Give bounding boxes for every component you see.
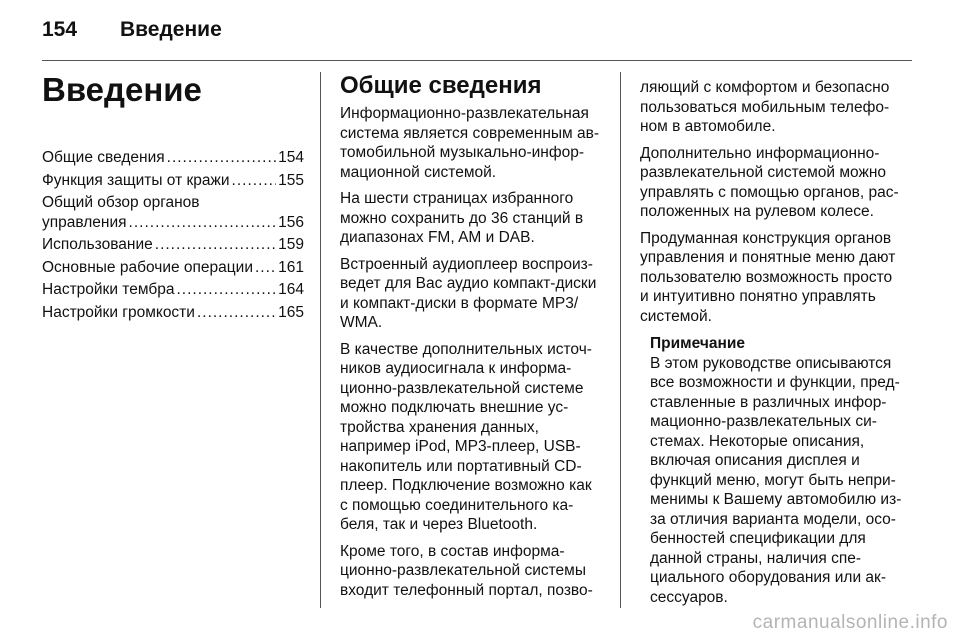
toc-item-usage[interactable] (42, 235, 304, 255)
toc-label: Функция защиты от кражи (42, 171, 230, 189)
column-divider-1 (320, 72, 321, 608)
note-title: Примечание (650, 335, 745, 352)
column-divider-2 (620, 72, 621, 608)
toc-item-theft-protection[interactable] (42, 171, 304, 191)
note-text: В этом руководстве описываются все возможности и функции, пред- ставленные в различных инфор- мационно-развлекательных си- стемах. Некоторые описания, включая описания дисплея и функций меню, могут быть непри- менимы к Вашему автомобилю из- за отличия варианта модели, осо- бенностей спецификации для данной страны, наличия спе- циального оборудования или ак- сессуаров. (650, 354, 902, 606)
toc-label: управления (42, 213, 127, 231)
watermark: carmanualsonline.info (752, 612, 948, 633)
toc-page: 161 (278, 258, 304, 276)
paragraph: В качестве дополнительных источ- ников аудиосигнала к информа- ционно-развлекательной системе можно подключать внешние ус- тройства хранения данных, например iPod, MP3-плеер, USB- накопитель или портативный CD- плеер. Подключение возможно как с помощью соединительного ка- беля, так и через Bluetooth. (340, 340, 592, 533)
paragraph: Встроенный аудиоплеер воспроиз- ведет для Вас аудио компакт-диски и компакт-диски в формате MP3/ WMA. (340, 255, 597, 331)
body-column-2 (640, 78, 910, 607)
toc-label: Настройки громкости (42, 303, 195, 321)
toc-item-controls-overview[interactable] (42, 193, 304, 232)
toc-page: 156 (278, 213, 304, 231)
chapter-title: Введение (42, 71, 202, 108)
toc-label: Общие сведения (42, 149, 165, 166)
toc-page: 165 (278, 303, 304, 321)
table-of-contents (42, 148, 304, 322)
toc-column (42, 70, 304, 325)
paragraph: На шести страницах избранного можно сохранить до 36 станций в диапазонах FM, AM и DAB. (340, 190, 584, 246)
toc-label-line1: Общий обзор органов (42, 194, 200, 211)
running-title: Введение (120, 18, 222, 41)
toc-item-general[interactable] (42, 148, 304, 168)
toc-page: 164 (278, 281, 304, 298)
paragraph: ляющий с комфортом и безопасно пользоваться мобильным телефо- ном в автомобиле. (640, 79, 890, 135)
toc-item-volume-settings[interactable] (42, 303, 304, 323)
toc-item-tone-settings[interactable] (42, 280, 304, 300)
page-header (42, 18, 222, 48)
body-column-1 (340, 70, 606, 607)
toc-label: Основные рабочие операции (42, 258, 253, 276)
paragraph: Дополнительно информационно- развлекательной системой можно управлять с помощью органов, рас- положенных на рулевом колесе. (640, 144, 899, 220)
toc-label: Использование (42, 236, 153, 253)
toc-item-basic-operation[interactable] (42, 258, 304, 278)
paragraph: Кроме того, в состав информа- ционно-развлекательной системы входит телефонный портал, позво- (340, 542, 593, 599)
paragraph: Информационно-развлекательная система является современным ав- томобильной музыкально-инфор- мационной системой. (340, 105, 600, 181)
toc-page: 155 (278, 171, 304, 189)
header-rule (42, 60, 912, 61)
paragraph: Продуманная конструкция органов управления и понятные меню дают пользователю возможность просто и интуитивно понятно управлять системой. (640, 229, 896, 325)
toc-page: 159 (278, 236, 304, 253)
toc-page: 154 (278, 149, 304, 166)
section-title: Общие сведения (340, 72, 542, 99)
toc-label: Настройки тембра (42, 281, 175, 298)
note-block (650, 334, 910, 607)
page-number: 154 (42, 18, 78, 41)
